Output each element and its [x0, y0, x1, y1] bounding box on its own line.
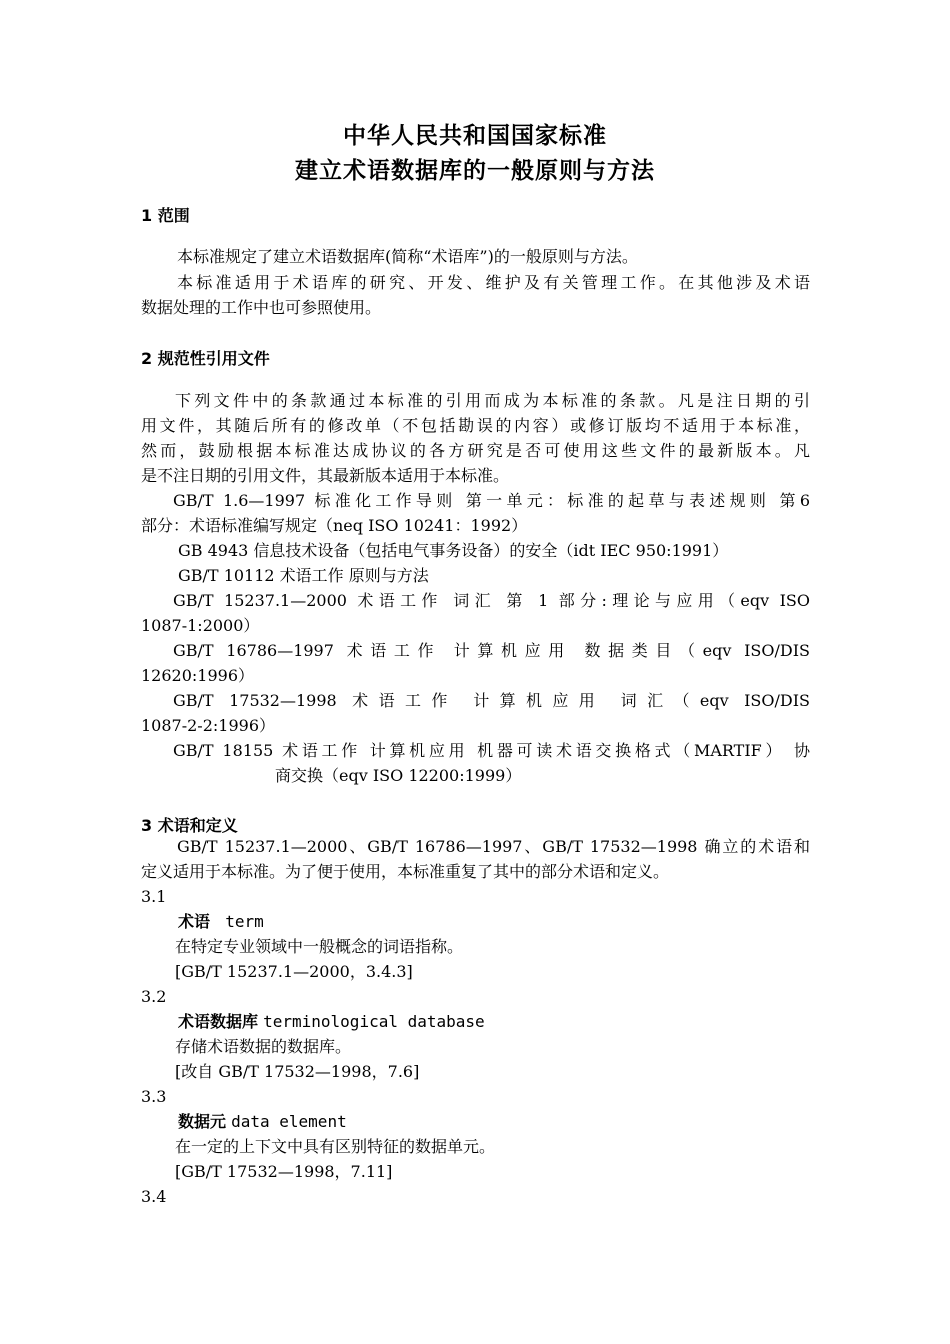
s3-paragraph-line-1: GB/T 15237.1—2000、GB/T 16786—1997、GB/T 17532—1998 确立的术语和 [177, 837, 810, 856]
section-2-heading: 2 规范性引用文件 [141, 349, 270, 368]
ref-gbt-1-6-line-1: GB/T 1.6—1997 标准化工作导则 第一单元：标准的起草与表述规则 第6 [173, 491, 810, 510]
ref-gbt-10112: GB/T 10112 术语工作 原则与方法 [178, 566, 429, 585]
term-source: [GB/T 15237.1—2000，3.4.3] [175, 962, 413, 981]
term-entry [178, 1112, 347, 1132]
term-zh: 术语 [178, 912, 211, 931]
section-3-heading: 3 术语和定义 [141, 816, 238, 835]
title-line-2: 建立术语数据库的一般原则与方法 [295, 158, 655, 184]
term-entry [178, 912, 264, 932]
clause-number: 3.4 [141, 1187, 167, 1206]
clause-number: 3.1 [141, 887, 167, 906]
term-entry [178, 1012, 485, 1032]
clause-number: 3.3 [141, 1087, 167, 1106]
term-definition: 存储术语数据的数据库。 [175, 1037, 352, 1056]
term-source: [GB/T 17532—1998，7.11] [175, 1162, 393, 1181]
term-en: data element [231, 1112, 347, 1131]
s2-paragraph-line-2: 用文件，其随后所有的修改单（不包括勘误的内容）或修订版均不适用于本标准， [141, 416, 810, 435]
ref-gbt-17532-line-2: 1087-2-2:1996） [141, 716, 276, 735]
term-zh: 数据元 [178, 1112, 227, 1131]
s1-paragraph-2-line-2: 数据处理的工作中也可参照使用。 [141, 298, 382, 317]
term-zh: 术语数据库 [178, 1012, 259, 1031]
ref-gbt-15237-line-1: GB/T 15237.1—2000 术语工作 词汇 第 1 部分:理论与应用（eqv ISO [173, 591, 810, 610]
section-1-heading: 1 范围 [141, 206, 190, 225]
ref-gbt-18155-line-2: 商交换（eqv ISO 12200:1999） [275, 766, 522, 785]
ref-gbt-18155-line-1: GB/T 18155 术语工作 计算机应用 机器可读术语交换格式（MARTIF） 协 [173, 741, 810, 760]
s1-paragraph-2-line-1: 本标准适用于术语库的研究、开发、维护及有关管理工作。在其他涉及术语 [177, 273, 810, 292]
term-definition: 在特定专业领域中一般概念的词语指称。 [175, 937, 464, 956]
s2-paragraph-line-3: 然而，鼓励根据本标准达成协议的各方研究是否可使用这些文件的最新版本。凡 [141, 441, 810, 460]
ref-gbt-16786-line-1: GB/T 16786—1997 术语工作 计算机应用 数据类目（eqv ISO/DIS [173, 641, 810, 660]
term-en: terminological database [263, 1012, 485, 1031]
ref-gb-4943: GB 4943 信息技术设备（包括电气事务设备）的安全（idt IEC 950:1991） [178, 541, 729, 560]
ref-gbt-1-6-line-2: 部分：术语标准编写规定（neq ISO 10241：1992） [141, 516, 528, 535]
s2-paragraph-line-4: 是不注日期的引用文件，其最新版本适用于本标准。 [141, 466, 510, 485]
term-en: term [225, 912, 264, 931]
title-line-1: 中华人民共和国国家标准 [343, 123, 607, 149]
s2-paragraph-line-1: 下列文件中的条款通过本标准的引用而成为本标准的条款。凡是注日期的引 [175, 391, 810, 410]
ref-gbt-17532-line-1: GB/T 17532—1998 术语工作 计算机应用 词汇（eqv ISO/DIS [173, 691, 810, 710]
ref-gbt-15237-line-2: 1087-1:2000） [141, 616, 260, 635]
s3-paragraph-line-2: 定义适用于本标准。为了便于使用，本标准重复了其中的部分术语和定义。 [141, 862, 670, 881]
ref-gbt-16786-line-2: 12620:1996） [141, 666, 255, 685]
term-source: [改自 GB/T 17532—1998，7.6] [175, 1062, 420, 1081]
term-definition: 在一定的上下文中具有区别特征的数据单元。 [175, 1137, 496, 1156]
s1-paragraph-1: 本标准规定了建立术语数据库(简称“术语库”)的一般原则与方法。 [177, 247, 638, 266]
clause-number: 3.2 [141, 987, 167, 1006]
